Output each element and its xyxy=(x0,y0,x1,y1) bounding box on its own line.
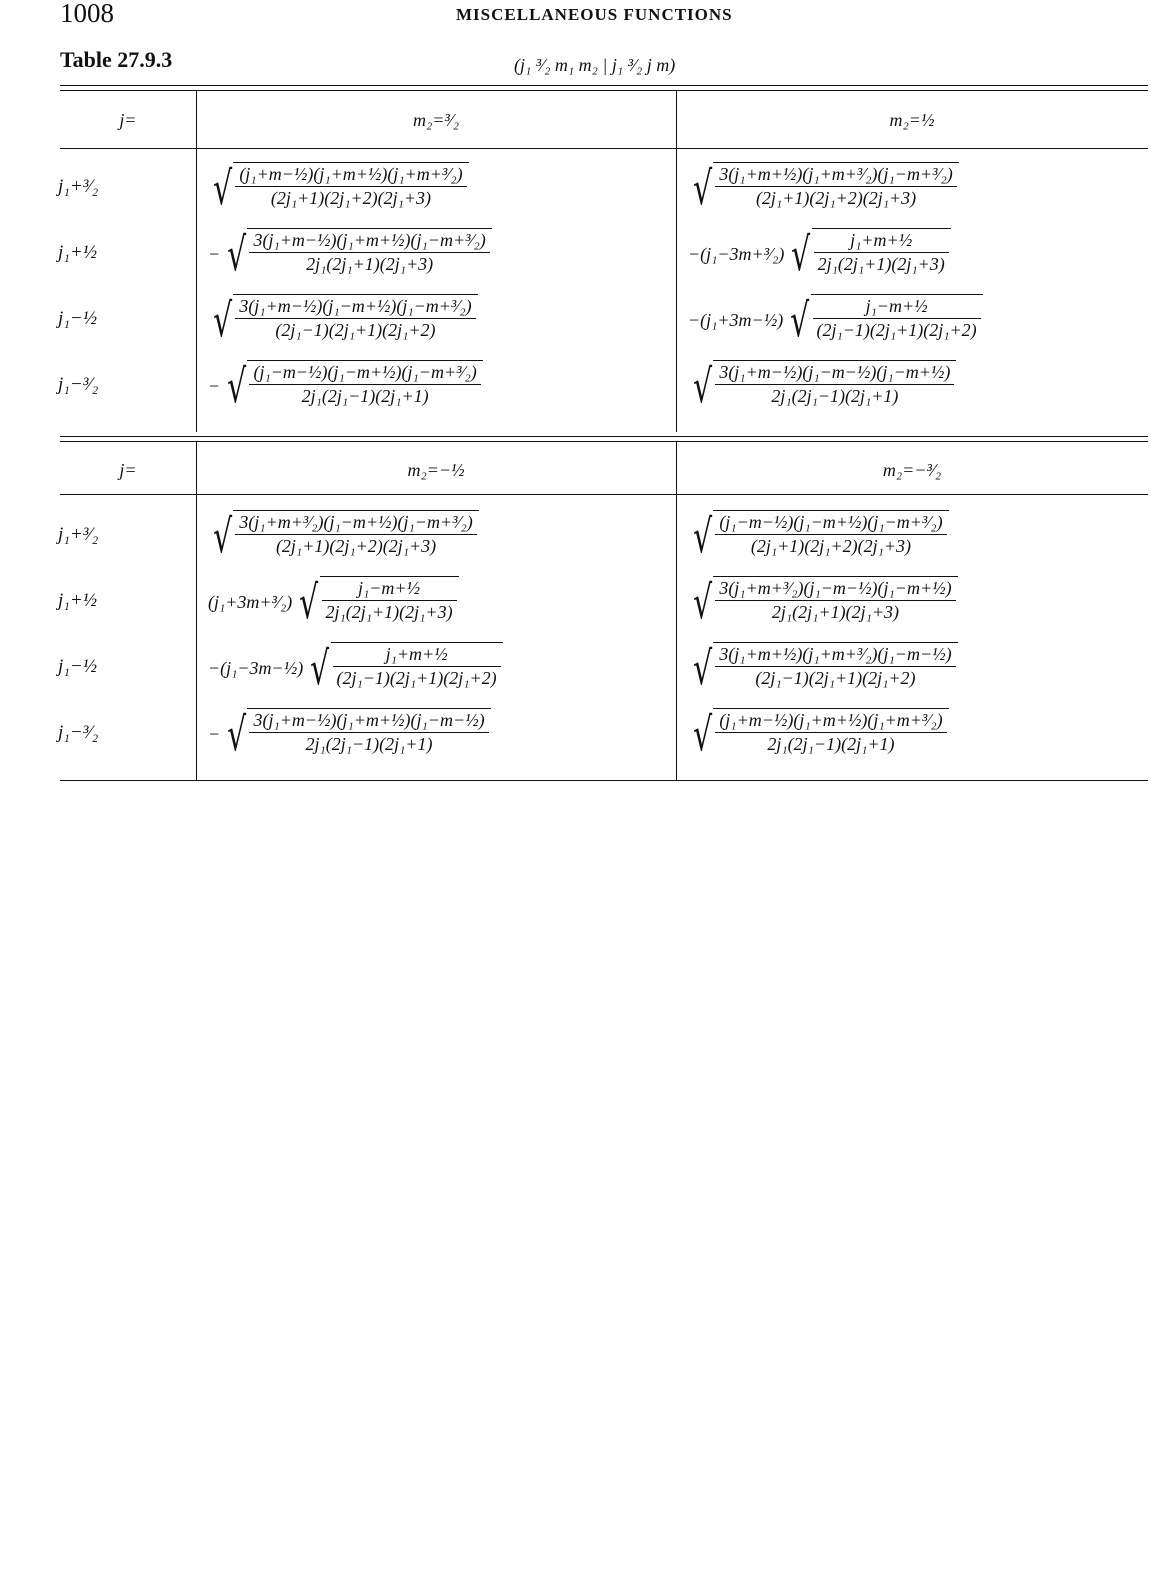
radicand xyxy=(331,642,503,694)
row-label: j₁−½ xyxy=(58,656,97,677)
radicand xyxy=(233,162,468,214)
column-divider xyxy=(676,441,677,780)
radicand xyxy=(247,708,490,760)
radical-sign-icon: √ xyxy=(310,641,330,695)
denominator: (2j₁−1)(2j₁+1)(2j₁+2) xyxy=(816,320,977,340)
radical-sign-icon: √ xyxy=(299,575,319,629)
denominator: (2j₁+1)(2j₁+2)(2j₁+3) xyxy=(270,188,432,208)
radicand xyxy=(811,294,983,346)
coefficient-cell xyxy=(688,160,959,216)
row-label: j₁+³⁄₂ xyxy=(58,524,99,545)
denominator: (2j₁−1)(2j₁+1)(2j₁+2) xyxy=(755,668,916,688)
radical-sign-icon: √ xyxy=(693,509,713,563)
coefficient-cell xyxy=(208,226,492,282)
coefficient-cell xyxy=(208,160,469,216)
radicand xyxy=(713,360,956,412)
denominator: (2j₁+1)(2j₁+2)(2j₁+3) xyxy=(750,536,912,556)
coefficient-prefix: − xyxy=(208,723,221,744)
square-root xyxy=(785,294,983,346)
row-label: j₁−½ xyxy=(58,308,97,329)
denominator: 2j₁(2j₁+1)(2j₁+3) xyxy=(817,254,945,274)
column-header-j: j= xyxy=(119,110,137,130)
table-bottom-rule xyxy=(60,780,1148,781)
row-label: j₁+³⁄₂ xyxy=(58,176,99,197)
numerator: 3(j₁+m+½)(j₁+m+³⁄₂)(j₁−m+³⁄₂) xyxy=(719,164,953,184)
double-rule-top xyxy=(60,436,1148,437)
coefficient-prefix: − xyxy=(208,375,221,396)
radical-sign-icon: √ xyxy=(213,161,233,215)
square-root xyxy=(688,162,959,214)
coefficient-prefix: −(j₁+3m−½) xyxy=(688,309,784,330)
double-rule-bottom xyxy=(60,90,1148,91)
square-root xyxy=(786,228,950,280)
numerator: 3(j₁+m+½)(j₁+m+³⁄₂)(j₁−m−½) xyxy=(719,644,952,664)
column-divider xyxy=(196,441,197,780)
coefficient-prefix: −(j₁−3m−½) xyxy=(208,657,304,678)
double-rule-bottom xyxy=(60,441,1148,442)
denominator: (2j₁+1)(2j₁+2)(2j₁+3) xyxy=(755,188,917,208)
radical-sign-icon: √ xyxy=(693,575,713,629)
square-root xyxy=(208,162,469,214)
row-label: j₁−³⁄₂ xyxy=(58,722,99,743)
numerator: 3(j₁+m+³⁄₂)(j₁−m+½)(j₁−m+³⁄₂) xyxy=(239,512,473,532)
coefficient-cell xyxy=(688,508,949,564)
column-header-m2: m₂=−³⁄₂ xyxy=(882,460,942,480)
radicand xyxy=(713,576,957,628)
running-head: MISCELLANEOUS FUNCTIONS xyxy=(456,5,733,24)
coefficient-cell xyxy=(208,706,491,762)
denominator: 2j₁(2j₁+1)(2j₁+3) xyxy=(325,602,453,622)
column-header-m2: m₂=−½ xyxy=(407,460,465,480)
radical-sign-icon: √ xyxy=(227,707,247,761)
page-number: 1008 xyxy=(60,0,114,28)
coefficient-cell xyxy=(208,292,478,348)
numerator: j₁−m+½ xyxy=(865,296,928,316)
header-rule xyxy=(60,148,1148,149)
column-header-m2: m₂=½ xyxy=(889,110,935,130)
denominator: 2j₁(2j₁+1)(2j₁+3) xyxy=(771,602,899,622)
column-header-j: j= xyxy=(119,460,137,480)
radical-sign-icon: √ xyxy=(693,641,713,695)
radicand xyxy=(713,642,957,694)
numerator: 3(j₁+m−½)(j₁−m+½)(j₁−m+³⁄₂) xyxy=(239,296,472,316)
radicand xyxy=(713,162,958,214)
radical-sign-icon: √ xyxy=(213,293,233,347)
denominator: 2j₁(2j₁−1)(2j₁+1) xyxy=(771,386,899,406)
coefficient-cell xyxy=(208,508,479,564)
coefficient-cell xyxy=(688,292,983,348)
numerator: j₁+m+½ xyxy=(385,644,448,664)
denominator: 2j₁(2j₁+1)(2j₁+3) xyxy=(306,254,434,274)
double-rule-top xyxy=(60,85,1148,86)
denominator: 2j₁(2j₁−1)(2j₁+1) xyxy=(305,734,433,754)
numerator: (j₁−m−½)(j₁−m+½)(j₁−m+³⁄₂) xyxy=(719,512,943,532)
denominator: (2j₁−1)(2j₁+1)(2j₁+2) xyxy=(275,320,436,340)
coefficient-cell xyxy=(688,574,958,630)
table-label: Table 27.9.3 xyxy=(60,47,173,72)
column-divider xyxy=(676,90,677,432)
radical-sign-icon: √ xyxy=(227,359,247,413)
coefficient-cell xyxy=(688,226,951,282)
radical-sign-icon: √ xyxy=(693,707,713,761)
numerator: (j₁−m−½)(j₁−m+½)(j₁−m+³⁄₂) xyxy=(253,362,477,382)
radicand xyxy=(713,510,948,562)
radical-sign-icon: √ xyxy=(693,161,713,215)
radicand xyxy=(233,510,478,562)
coefficient-cell xyxy=(688,706,949,762)
numerator: j₁+m+½ xyxy=(850,230,913,250)
coefficient-cell xyxy=(688,640,958,696)
radical-sign-icon: √ xyxy=(227,227,247,281)
numerator: 3(j₁+m−½)(j₁+m+½)(j₁−m+³⁄₂) xyxy=(253,230,486,250)
numerator: 3(j₁+m+³⁄₂)(j₁−m−½)(j₁−m+½) xyxy=(719,578,952,598)
column-header-m2: m₂=³⁄₂ xyxy=(412,110,460,130)
radicand xyxy=(713,708,948,760)
coefficient-prefix: − xyxy=(208,243,221,264)
square-root xyxy=(208,294,478,346)
radical-sign-icon: √ xyxy=(213,509,233,563)
radicand xyxy=(812,228,951,280)
radicand xyxy=(233,294,477,346)
square-root xyxy=(688,510,949,562)
radicand xyxy=(247,228,491,280)
radical-sign-icon: √ xyxy=(790,293,810,347)
coefficient-cell xyxy=(688,358,956,414)
numerator: 3(j₁+m−½)(j₁+m+½)(j₁−m−½) xyxy=(253,710,485,730)
square-root xyxy=(222,228,492,280)
denominator: (2j₁+1)(2j₁+2)(2j₁+3) xyxy=(275,536,437,556)
numerator: 3(j₁+m−½)(j₁−m−½)(j₁−m+½) xyxy=(719,362,951,382)
square-root xyxy=(222,708,490,760)
radical-sign-icon: √ xyxy=(693,359,713,413)
coefficient-prefix: −(j₁−3m+³⁄₂) xyxy=(688,243,785,264)
header-rule xyxy=(60,494,1148,495)
coefficient-prefix: (j₁+3m+³⁄₂) xyxy=(208,591,293,612)
coefficient-cell xyxy=(208,640,503,696)
numerator: j₁−m+½ xyxy=(358,578,421,598)
denominator: 2j₁(2j₁−1)(2j₁+1) xyxy=(767,734,895,754)
denominator: 2j₁(2j₁−1)(2j₁+1) xyxy=(301,386,429,406)
square-root xyxy=(688,360,956,412)
square-root xyxy=(688,576,958,628)
column-divider xyxy=(196,90,197,432)
radicand xyxy=(247,360,482,412)
table-caption: (j₁ ³⁄₂ m₁ m₂ | j₁ ³⁄₂ j m) xyxy=(514,55,676,75)
square-root xyxy=(294,576,458,628)
square-root xyxy=(688,642,958,694)
denominator: (2j₁−1)(2j₁+1)(2j₁+2) xyxy=(336,668,497,688)
coefficient-cell xyxy=(208,574,459,630)
radicand xyxy=(320,576,459,628)
square-root xyxy=(208,510,479,562)
row-label: j₁+½ xyxy=(58,590,97,611)
square-root xyxy=(688,708,949,760)
numerator: (j₁+m−½)(j₁+m+½)(j₁+m+³⁄₂) xyxy=(239,164,463,184)
square-root xyxy=(222,360,483,412)
radical-sign-icon: √ xyxy=(791,227,811,281)
square-root xyxy=(305,642,503,694)
coefficient-cell xyxy=(208,358,483,414)
numerator: (j₁+m−½)(j₁+m+½)(j₁+m+³⁄₂) xyxy=(719,710,943,730)
row-label: j₁−³⁄₂ xyxy=(58,374,99,395)
row-label: j₁+½ xyxy=(58,242,97,263)
